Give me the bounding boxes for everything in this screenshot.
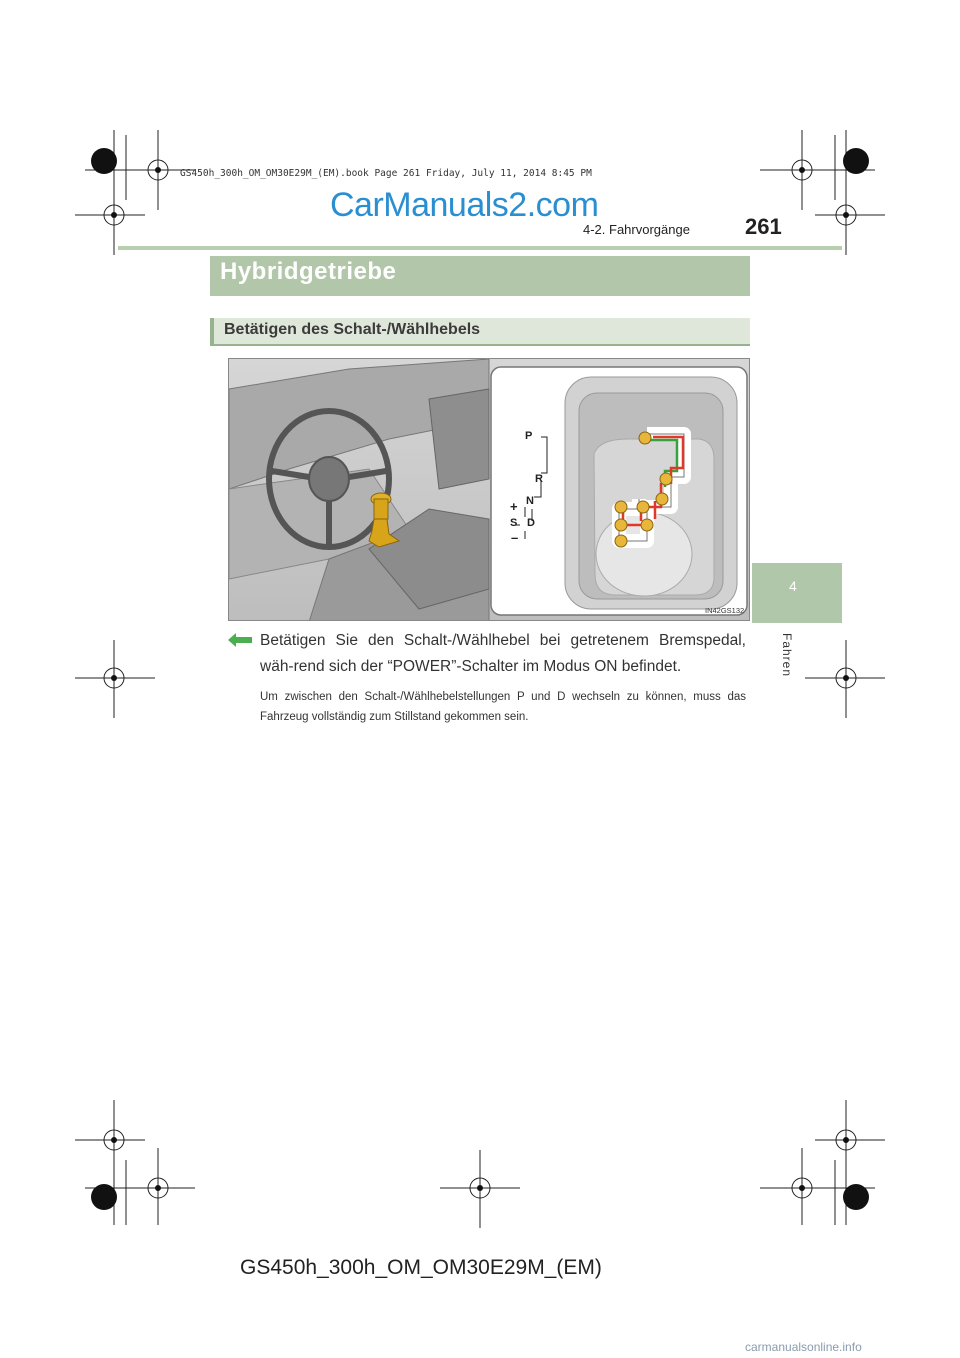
figure-code: IN42GS132 [705, 606, 745, 615]
chapter-tab [752, 563, 842, 623]
subtitle-rule [210, 344, 750, 346]
gear-label-r: R [535, 473, 543, 485]
header-rule [118, 246, 842, 250]
section-header: 4-2. Fahrvorgänge [583, 222, 690, 237]
instruction-text: Betätigen Sie den Schalt-/Wählhebel bei getretenem Bremspedal, wäh-rend sich der “POWER”-Schalter im Modus ON befindet. [260, 632, 746, 675]
watermark-bottom[interactable]: carmanualsonline.info [745, 1340, 862, 1354]
shift-lever-figure [228, 358, 750, 621]
gear-label-p: P [525, 430, 533, 442]
interior-illustration [229, 359, 750, 621]
gear-label-d: D [527, 517, 535, 529]
gear-label-s: S [510, 517, 518, 529]
gear-label-plus: + [510, 499, 518, 514]
book-file-line: GS450h_300h_OM_OM30E29M_(EM).book Page 261 Friday, July 11, 2014 8:45 PM [180, 168, 592, 179]
note-text: Um zwischen den Schalt-/Wählhebelstellungen P und D wechseln zu können, muss das Fahrzeug vollständig zum Stillstand gekommen sein. [260, 691, 746, 723]
section-subtitle: Betätigen des Schalt-/Wählhebels [224, 321, 481, 338]
gear-label-minus: – [511, 530, 519, 545]
page-number: 261 [745, 214, 782, 239]
page-title: Hybridgetriebe [220, 258, 397, 285]
chapter-number: 4 [789, 578, 797, 594]
chapter-label: Fahren [780, 633, 794, 678]
gear-label-n: N [526, 495, 534, 507]
watermark-top[interactable]: CarManuals2.com [330, 186, 599, 224]
footer-code: GS450h_300h_OM_OM30E29M_(EM) [240, 1256, 602, 1279]
arrow-bullet-icon [228, 632, 252, 648]
